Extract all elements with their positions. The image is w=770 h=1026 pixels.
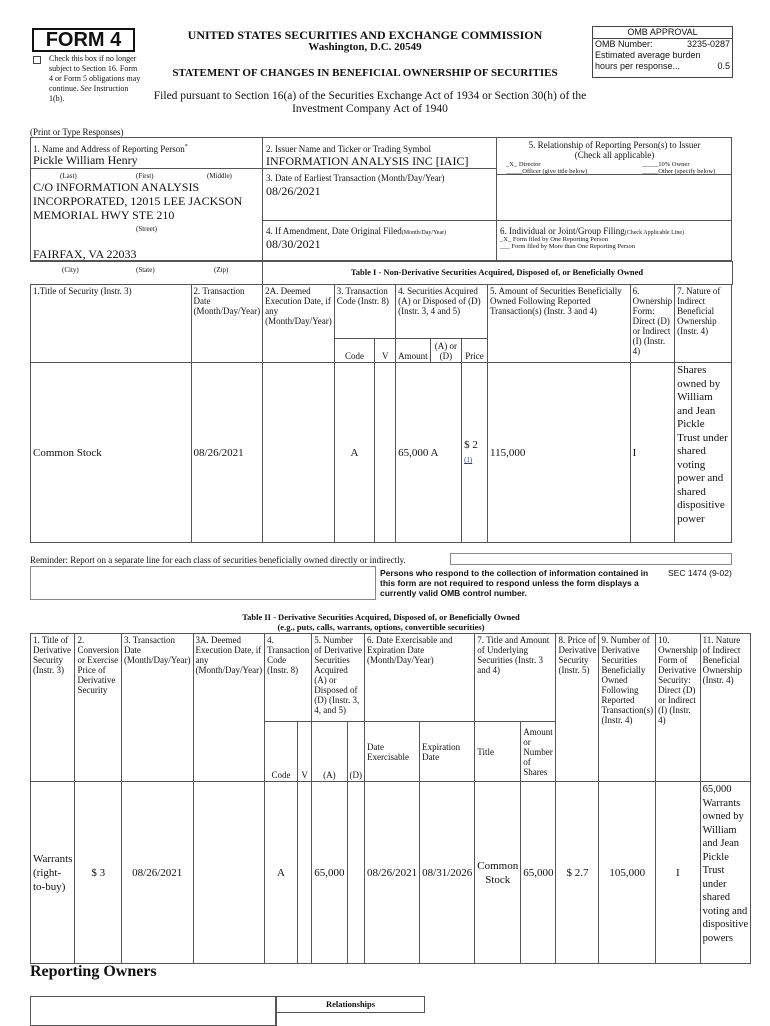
t1-row-owned: 115,000 — [487, 363, 630, 543]
t1-row-price: $ 2 (1) — [462, 363, 488, 543]
t1-row-title: Common Stock — [31, 363, 192, 543]
t2-row-code: A — [265, 782, 298, 964]
t2-h-code: 4. Transaction Code (Instr. 8) — [265, 634, 312, 722]
t2-row-date: 08/26/2021 — [121, 782, 193, 964]
first-label: (First) — [136, 172, 154, 180]
t1-sub-code: Code — [334, 339, 375, 363]
t2-sub-a: (A) — [312, 722, 347, 782]
filed-pursuant: Filed pursuant to Section 16(a) of the Securities Exchange Act of 1934 or Section 30(h) of the Investment Company Act of 1940 — [153, 90, 587, 115]
reminder-text: Reminder: Report on a separate line for each class of securities beneficially owned directly or indirectly. — [30, 555, 406, 565]
t2-sub-expiration: Expiration Date — [420, 722, 475, 782]
omb-number-value: 3235-0287 — [686, 39, 730, 49]
table2-title: Table II - Derivative Securities Acquired, Disposed of, or Beneficially Owned (e.g., puts, calls, warrants, options, convertible securities) — [242, 612, 520, 632]
t1-row-form: I — [630, 363, 675, 543]
table1-title: Table I - Non-Derivative Securities Acquired, Disposed of, or Beneficially Owned — [350, 267, 644, 277]
t2-sub-code: Code — [265, 722, 298, 782]
omb-hours-label: hours per response... — [595, 61, 681, 71]
reporting-owners-heading: Reporting Owners — [30, 963, 157, 980]
t1-row-date: 08/26/2021 — [191, 363, 263, 543]
reminder-left-box — [30, 566, 376, 600]
agency-location: Washington, D.C. 20549 — [308, 41, 422, 53]
checkbox-note: Check this box if no longer subject to Section 16. Form 4 or Form 5 obligations may continue. See Instruction 1(b). — [49, 54, 141, 103]
agency-name: UNITED STATES SECURITIES AND EXCHANGE COMMISSION — [187, 28, 543, 42]
t1-row-code: A — [334, 363, 375, 543]
relationship-director: _X_ Director — [506, 161, 541, 168]
city-label: (City) — [62, 266, 79, 274]
zip-label: (Zip) — [214, 266, 229, 274]
price-footnote-link[interactable]: (1) — [464, 456, 473, 464]
t2-sub-v: V — [297, 722, 311, 782]
print-note: (Print or Type Responses) — [30, 127, 124, 137]
relationship-owner: _____10% Owner — [642, 161, 690, 168]
t2-row-a: 65,000 — [312, 782, 347, 964]
form-title: FORM 4 — [45, 29, 122, 51]
t2-row-nature: 65,000 Warrants owned by William and Jean Pickle Trust under shared voting and dispositive powers — [700, 782, 751, 964]
t1-sub-price: Price — [462, 339, 488, 363]
issuer-value: INFORMATION ANALYSIS INC [IAIC] — [266, 154, 469, 168]
table1 — [30, 284, 732, 543]
t2-h-underlying: 7. Title and Amount of Underlying Securities (Instr. 3 and 4) — [475, 634, 556, 722]
amendment-value: 08/30/2021 — [266, 237, 321, 251]
t2-sub-title: Title — [475, 722, 521, 782]
t2-h-conversion: 2. Conversion or Exercise Price of Derivative Security — [75, 634, 122, 782]
reminder-right-box — [450, 553, 732, 565]
t2-row-deemed — [193, 782, 265, 964]
t1-h-form: 6. Ownership Form: Direct (D) or Indirect (I) (Instr. 4) — [630, 285, 675, 363]
t2-h-exercisable: 6. Date Exercisable and Expiration Date (Month/Day/Year) — [365, 634, 475, 722]
t2-sub-d: (D) — [347, 722, 365, 782]
amendment-label: 4. If Amendment, Date Original Filed(Month/Day/Year) — [266, 226, 447, 236]
middle-label: (Middle) — [207, 172, 232, 180]
sec-code: SEC 1474 (9-02) — [668, 568, 732, 578]
t2-h-title: 1. Title of Derivative Security (Instr. 3) — [31, 634, 75, 782]
table2 — [30, 633, 751, 964]
t2-row-expiration: 08/31/2026 — [420, 782, 475, 964]
t1-sub-v: V — [375, 339, 396, 363]
omb-number-label: OMB Number: — [595, 39, 653, 49]
table-row — [31, 363, 732, 543]
street-label: (Street) — [136, 225, 157, 233]
filing-more-persons: ___ Form filed by More than One Reporting Person — [500, 243, 636, 250]
t1-row-nature: Shares owned by William and Jean Pickle Trust under shared voting power and shared dispositive power — [675, 363, 732, 543]
t1-row-deemed — [263, 363, 335, 543]
earliest-transaction-label: 3. Date of Earliest Transaction (Month/Day/Year) — [266, 173, 445, 183]
state-label: (State) — [136, 266, 155, 274]
t2-row-exercisable: 08/26/2021 — [365, 782, 420, 964]
omb-approval-box — [592, 26, 733, 78]
t1-sub-aord: (A) or (D) — [430, 339, 461, 363]
t2-h-form: 10. Ownership Form of Derivative Security: Direct (D) or Indirect (I) (Instr. 4) — [656, 634, 701, 782]
t1-h-owned: 5. Amount of Securities Beneficially Owned Following Reported Transaction(s) (Instr. 3 and 4) — [487, 285, 630, 363]
reporting-person-city: FAIRFAX, VA 22033 — [33, 247, 137, 261]
reporting-person-label: 1. Name and Address of Reporting Person* — [33, 144, 188, 154]
t2-h-number: 5. Number of Derivative Securities Acquired (A) or Disposed of (D) (Instr. 3, 4, and 5) — [312, 634, 365, 722]
persons-note: Persons who respond to the collection of information contained in this form are not required to respond unless the form displays a currently valid OMB control number. — [380, 568, 649, 598]
issuer-label: 2. Issuer Name and Ticker or Trading Symbol — [266, 144, 431, 154]
form-title-box — [32, 28, 135, 52]
t1-h-nature: 7. Nature of Indirect Beneficial Ownership (Instr. 4) — [675, 285, 732, 363]
t2-row-price: $ 2.7 — [556, 782, 599, 964]
t2-sub-amount: Amount or Number of Shares — [521, 722, 556, 782]
reporting-person-name: Pickle William Henry — [33, 153, 138, 167]
t2-row-d — [347, 782, 365, 964]
t1-h-title: 1.Title of Security (Instr. 3) — [31, 285, 192, 363]
t1-h-deemed: 2A. Deemed Execution Date, if any (Month/Day/Year) — [263, 285, 335, 363]
t1-h-securities: 4. Securities Acquired (A) or Disposed of (D) (Instr. 3, 4 and 5) — [396, 285, 488, 339]
owners-table-left — [30, 996, 276, 1026]
t2-row-title: Warrants (right-to-buy) — [31, 782, 75, 964]
t2-row-und-title: Common Stock — [475, 782, 521, 964]
filing-one-person: _X_ Form filed by One Reporting Person — [500, 236, 608, 243]
relationship-label: 5. Relationship of Reporting Person(s) to Issuer (Check all applicable) — [528, 140, 701, 160]
table-row — [31, 782, 751, 964]
statement-title: STATEMENT OF CHANGES IN BENEFICIAL OWNERSHIP OF SECURITIES — [172, 67, 558, 79]
t1-sub-amount: Amount — [396, 339, 431, 363]
filing-label: 6. Individual or Joint/Group Filing(Check Applicable Line) — [500, 226, 685, 236]
no-longer-subject-checkbox[interactable] — [33, 56, 41, 64]
omb-hours-value: 0.5 — [717, 61, 730, 71]
t1-h-code: 3. Transaction Code (Instr. 8) — [334, 285, 395, 339]
earliest-transaction-value: 08/26/2021 — [266, 184, 321, 198]
t2-row-v — [297, 782, 311, 964]
omb-burden-label: Estimated average burden — [595, 50, 701, 60]
t2-h-nature: 11. Nature of Indirect Beneficial Ownership (Instr. 4) — [700, 634, 751, 782]
t2-row-owned: 105,000 — [599, 782, 656, 964]
t2-h-price: 8. Price of Derivative Security (Instr. 5) — [556, 634, 599, 782]
relationship-other: _____Other (specify below) — [642, 168, 716, 175]
t2-h-deemed: 3A. Deemed Execution Date, if any (Month/Day/Year) — [193, 634, 265, 782]
t1-row-v — [375, 363, 396, 543]
last-label: (Last) — [60, 172, 77, 180]
owners-relationships-header: Relationships — [276, 996, 425, 1013]
t2-sub-exercisable: Date Exercisable — [365, 722, 420, 782]
t2-row-und-amount: 65,000 — [521, 782, 556, 964]
t2-row-form: I — [656, 782, 701, 964]
omb-title: OMB APPROVAL — [593, 27, 732, 39]
t2-row-conversion: $ 3 — [75, 782, 122, 964]
reporting-person-address: C/O INFORMATION ANALYSIS INCORPORATED, 12015 LEE JACKSON MEMORIAL HWY STE 210 — [33, 180, 243, 222]
t2-h-date: 3. Transaction Date (Month/Day/Year) — [121, 634, 193, 782]
relationship-officer: _____Officer (give title below) — [506, 168, 588, 175]
t2-h-owned: 9. Number of Derivative Securities Beneficially Owned Following Reported Transaction(s) (Instr. 4) — [599, 634, 656, 782]
t1-row-amount: 65,000 A — [396, 363, 462, 543]
t1-h-date: 2. Transaction Date (Month/Day/Year) — [191, 285, 263, 363]
